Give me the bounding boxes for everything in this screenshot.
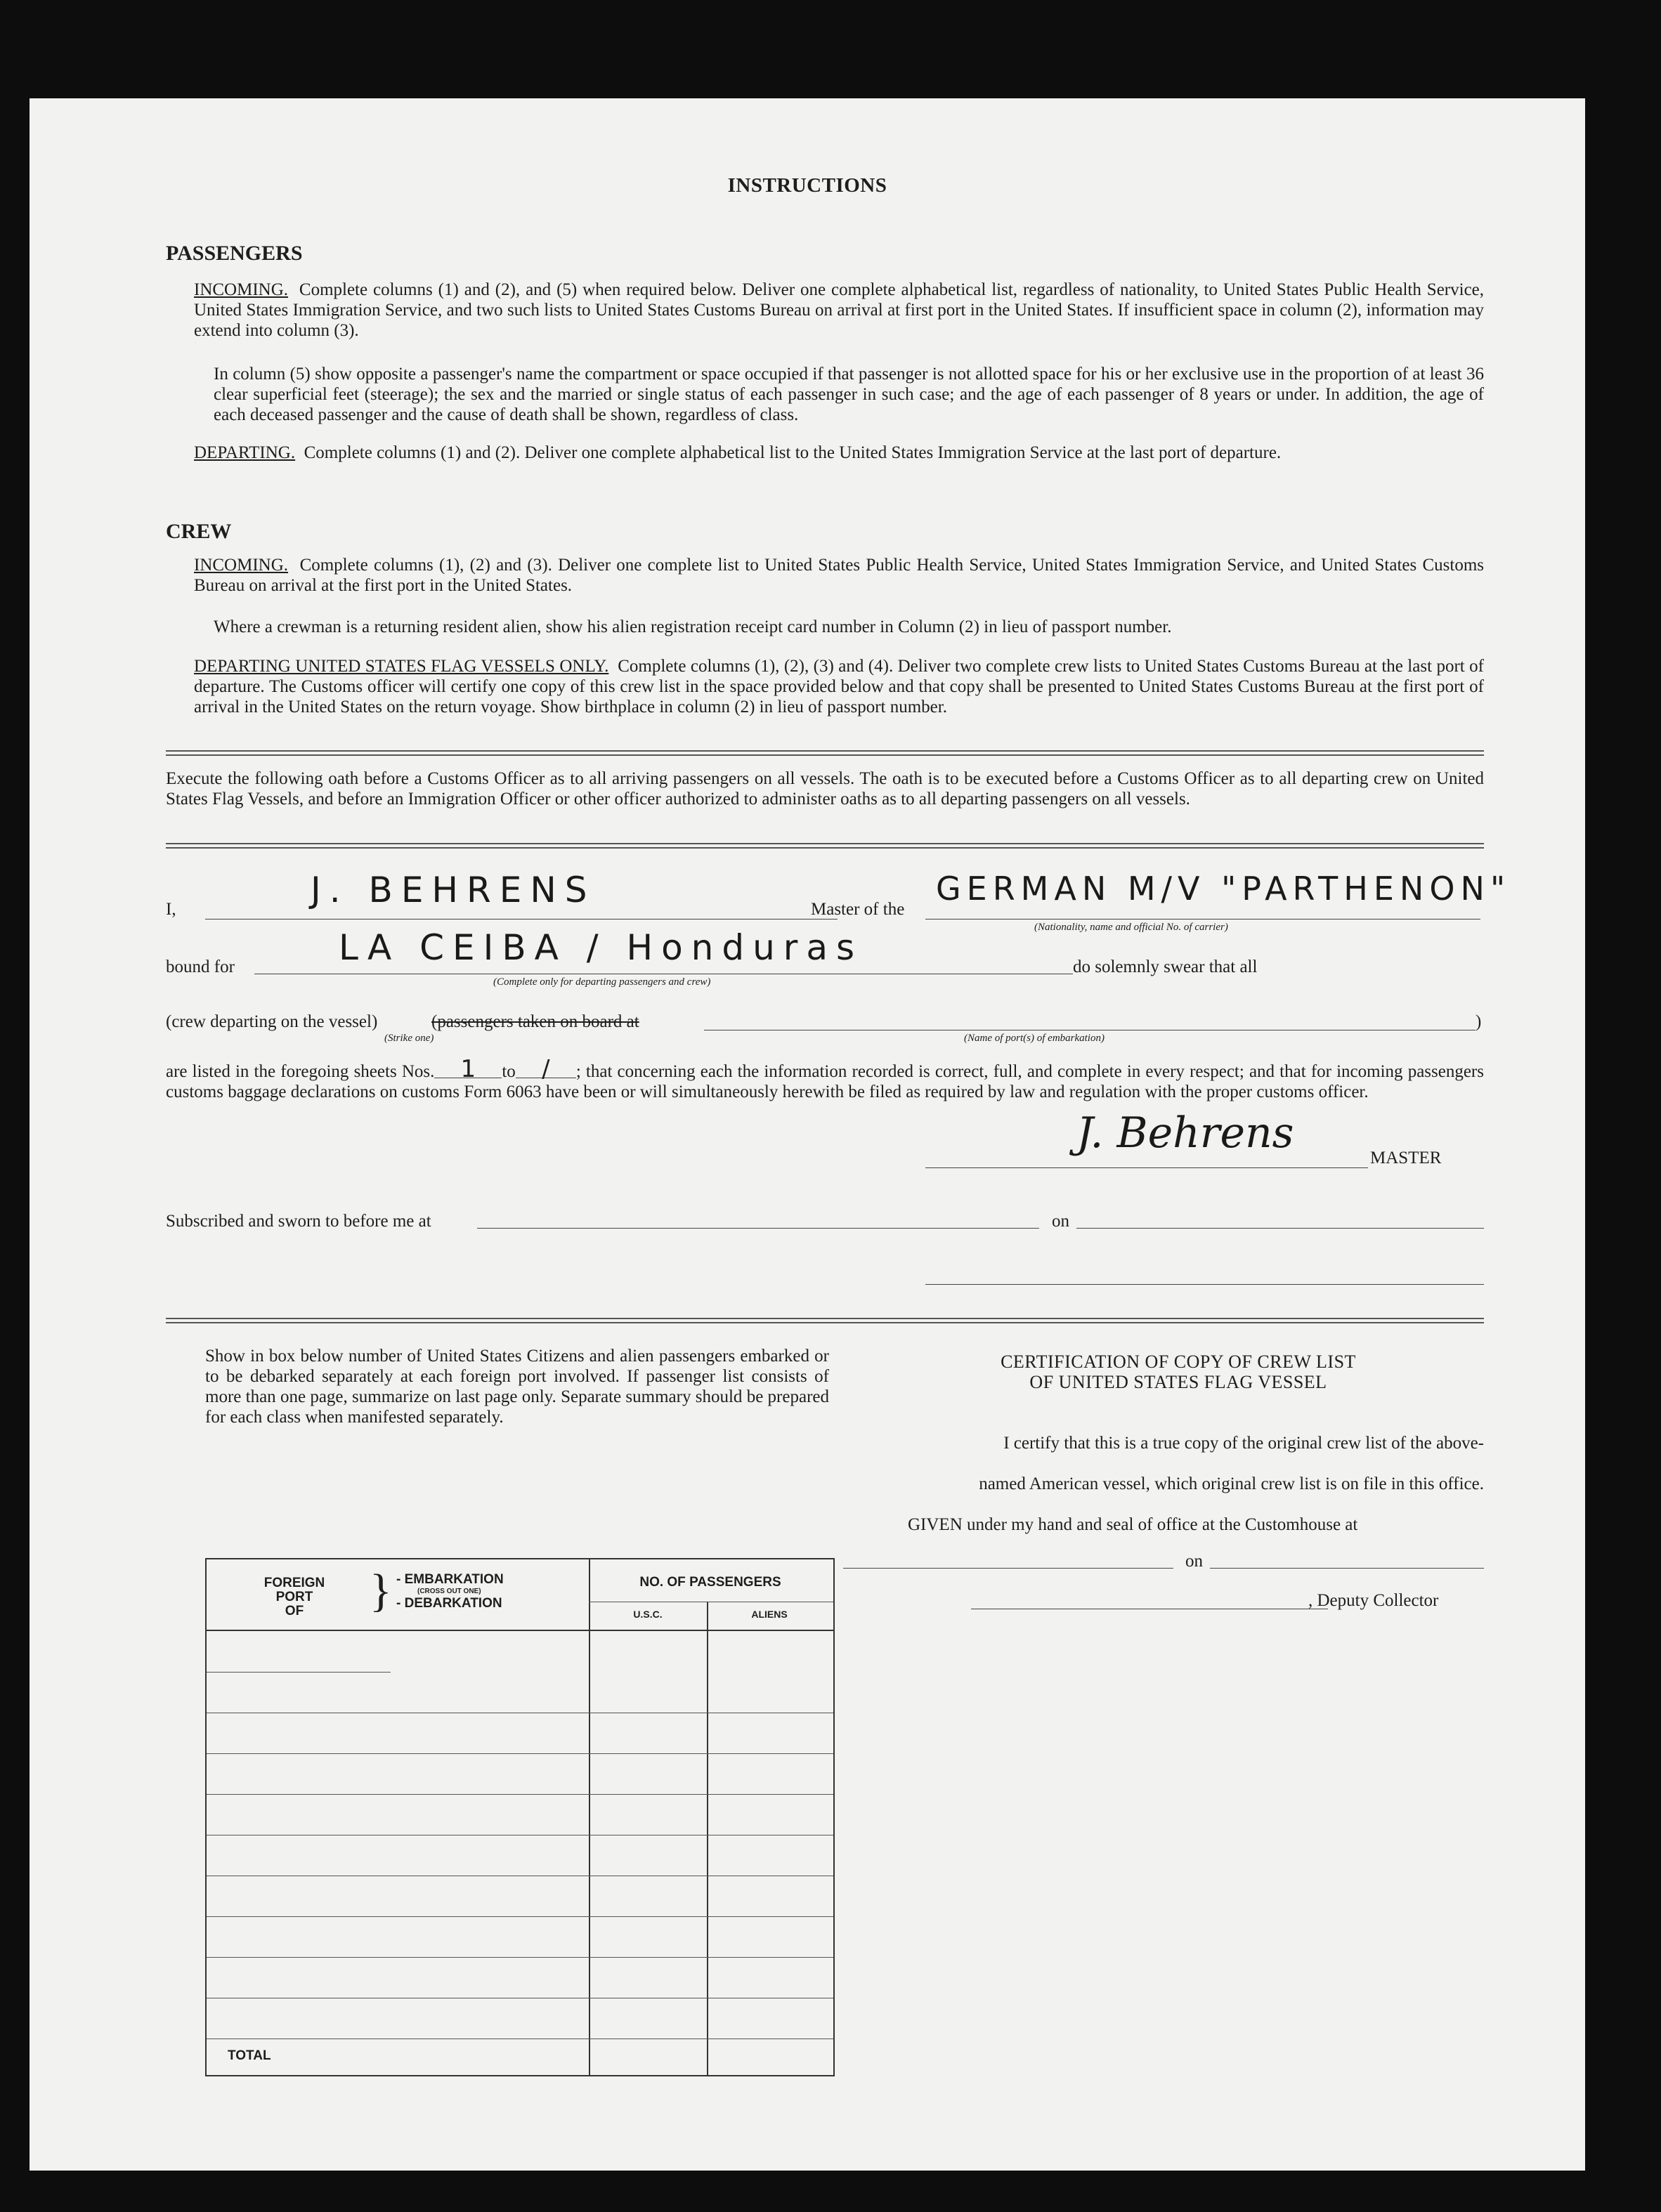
cross-out-note: (CROSS OUT ONE) (417, 1588, 481, 1595)
incoming-text: Complete columns (1) and (2), and (5) when required below. Deliver one complete alphabetical list, regardless of nationality, to United States Public Health Service, United States Immigration Service, and two such lists to United States Customs Bureau on arrival at first port in the United States. If insufficient space in column (2), information may extend into column (3). (194, 280, 1485, 340)
crew-heading: CREW (166, 520, 232, 543)
departing-text: Complete columns (1) and (2). Deliver one complete alphabetical list to the United States Immigration Service at the last port of departure. (304, 443, 1282, 462)
master-name-field[interactable]: J. BEHRENS (311, 870, 596, 910)
brace-icon: } (370, 1565, 392, 1616)
column5-paragraph: In column (5) show opposite a passenger's name the compartment or space occupied if that passenger is not allotted space for his or her exclusive use in the proportion of at least 36 clear superficial feet (steerage); the sex and the married or single status of each passenger in such case; and the age of each passenger of 8 years or under. In addition, the age of each deceased passenger and the cause of death shall be shown, regardless of class. (214, 365, 1484, 424)
passenger-summary-table (205, 1558, 835, 2076)
col-divider-2 (707, 1602, 708, 2075)
subscribed-place-line (477, 1228, 1039, 1229)
master-of-label: Master of the (811, 900, 905, 919)
usc-header: U.S.C. (633, 1609, 663, 1620)
strike-caption: (Strike one) (384, 1033, 434, 1044)
crew-incoming-label: INCOMING. (194, 556, 289, 575)
crew-departing-label: DEPARTING UNITED STATES FLAG VESSELS ONLY. (194, 657, 609, 676)
table-row[interactable] (207, 2038, 833, 2039)
total-label: TOTAL (228, 2048, 271, 2063)
signature-line (925, 1167, 1368, 1168)
sheet-from-field[interactable]: 1 (434, 1061, 502, 1078)
summary-intro: Show in box below number of United States Citizens and alien passengers embarked or to be debarked separately at each foreign port involved. If passenger list consists of more than one page, summarize on last page only. Separate summary should be prepared for each class when manifested separately. (205, 1347, 829, 1427)
incoming-label: INCOMING. (194, 280, 289, 299)
crew-departing-text: Complete columns (1), (2), (3) and (4). Deliver two complete crew lists to United States Customs Bureau at the last port of departure. The Customs officer will certify one copy of this crew list in the space provided below and that copy shall be presented to United States Customs Bureau at the first port of arrival in the United States on the return voyage. Show birthplace in column (2) in lieu of passport number. (194, 657, 1484, 716)
instructions-title: INSTRUCTIONS (727, 174, 887, 197)
i-label: I, (166, 900, 176, 919)
subscribed-label: Subscribed and sworn to before me at (166, 1212, 431, 1231)
form-page (30, 98, 1585, 2171)
crew-incoming-text: Complete columns (1), (2) and (3). Deliver one complete list to United States Public Health Service, United States Immigration Service, and United States Customs Bureau on arrival at the first port in the United States. (194, 556, 1485, 595)
passengers-heading: PASSENGERS (166, 242, 303, 265)
oath-divider (166, 843, 1484, 849)
no-of-passengers-header: NO. OF PASSENGERS (639, 1575, 781, 1590)
table-row[interactable] (207, 1957, 833, 1958)
customhouse-line (843, 1568, 1173, 1569)
embarkation-option[interactable]: - EMBARKATION (396, 1572, 504, 1587)
master-name-line (205, 919, 838, 920)
to-label: to (502, 1062, 516, 1081)
destination-field[interactable]: LA CEIBA / Honduras (339, 927, 864, 968)
given-line: GIVEN under my hand and seal of office at the Customhouse at (908, 1515, 1358, 1534)
foreign-port-of-label: FOREIGN PORT OF (263, 1576, 325, 1618)
listed-paragraph (166, 1055, 1484, 1102)
master-signature[interactable]: J. Behrens (1076, 1108, 1294, 1158)
table-row[interactable] (207, 1753, 833, 1754)
debarkation-option[interactable]: - DEBARKATION (396, 1596, 502, 1611)
listed-prefix: are listed in the foregoing sheets Nos. (166, 1062, 435, 1081)
vessel-line (925, 919, 1480, 920)
vessel-caption: (Nationality, name and official No. of carrier) (1034, 922, 1228, 933)
table-row[interactable] (207, 1672, 391, 1673)
vessel-field[interactable]: GERMAN M/V "PARTHENON" (936, 870, 1511, 908)
crew-departing-paragraph (194, 656, 1484, 717)
aliens-header: ALIENS (751, 1609, 788, 1620)
certification-on-label: on (1185, 1552, 1203, 1571)
embarkation-debarkation-options (396, 1572, 504, 1611)
departing-label: DEPARTING. (194, 443, 296, 462)
crew-departing-option: (crew departing on the vessel) (166, 1012, 378, 1031)
bottom-divider (166, 1318, 1484, 1323)
officer-signature-line (925, 1284, 1484, 1285)
master-label: MASTER (1370, 1148, 1442, 1167)
passengers-incoming-paragraph (194, 280, 1484, 341)
certify-line-1: I certify that this is a true copy of the original crew list of the above- (1003, 1434, 1484, 1453)
certification-title: CERTIFICATION OF COPY OF CREW LIST OF UNITED STATES FLAG VESSEL (1001, 1352, 1356, 1392)
on-label: on (1052, 1212, 1069, 1231)
crew-incoming-paragraph (194, 555, 1484, 596)
bound-for-label: bound for (166, 957, 235, 976)
crewman-paragraph: Where a crewman is a returning resident alien, show his alien registration receipt card number in Column (2) in lieu of passport number. (214, 617, 1172, 636)
swear-label: do solemnly swear that all (1073, 957, 1258, 976)
table-row[interactable] (207, 1794, 833, 1795)
passengers-taken-option: (passengers taken on board at (431, 1012, 639, 1031)
close-paren: ) (1476, 1012, 1482, 1031)
passengers-departing-paragraph (194, 443, 1484, 463)
certify-line-2: named American vessel, which original crew list is on file in this office. (979, 1474, 1484, 1493)
ports-caption: (Name of port(s) of embarkation) (964, 1033, 1105, 1044)
section-divider (166, 750, 1484, 756)
subscribed-date-line (1076, 1228, 1484, 1229)
deputy-collector-label: , Deputy Collector (1308, 1591, 1439, 1610)
oath-intro: Execute the following oath before a Customs Officer as to all arriving passengers on all vessels. The oath is to be executed before a Customs Officer as to all departing crew on United States Flag Vessels, and before an Immigration Officer or other officer authorized to administer oaths as to all departing passengers on all vessels. (166, 769, 1484, 809)
sheet-to-field[interactable]: / (516, 1061, 576, 1078)
header-bottom (207, 1630, 833, 1631)
destination-caption: (Complete only for departing passengers and crew) (493, 976, 711, 988)
listed-suffix: ; that concerning each the information recorded is correct, full, and complete in every respect; and that for incoming passengers customs baggage declarations on customs Form 6063 have been or will simultaneously herewith be filed as required by law and regulation with the proper customs officer. (166, 1062, 1484, 1101)
certification-date-line (1210, 1568, 1484, 1569)
table-row[interactable] (207, 1916, 833, 1917)
